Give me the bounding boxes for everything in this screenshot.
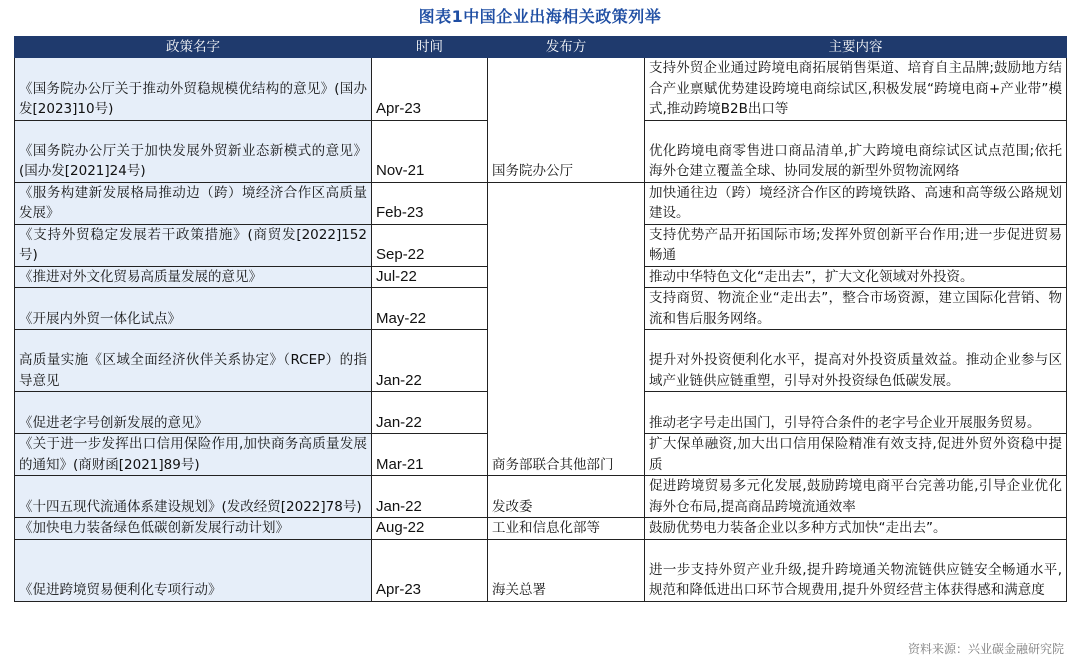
table-header-row (15, 37, 1067, 58)
policy-name: 高质量实施《区域全面经济伙伴关系协定》（RCEP）的指导意见 (15, 330, 372, 392)
policy-name: 《促进跨境贸易便利化专项行动》 (15, 539, 372, 601)
table-row (15, 518, 1067, 540)
header-time: 时间 (372, 37, 488, 58)
policy-time: Apr-23 (372, 539, 488, 601)
policy-name: 《关于进一步发挥出口信用保险作用,加快商务高质量发展的通知》(商财函[2021]89号) (15, 434, 372, 476)
figure-title: 图表1中国企业出海相关政策列举 (418, 7, 662, 26)
header-issuer: 发布方 (488, 37, 645, 58)
policy-content: 优化跨境电商零售进口商品清单,扩大跨境电商综试区试点范围;依托海外仓建立覆盖全球、协同发展的新型外贸物流网络 (645, 120, 1067, 182)
table-row (15, 476, 1067, 518)
policy-name: 《开展内外贸一体化试点》 (15, 288, 372, 330)
policy-time: Jan-22 (372, 476, 488, 518)
table-row (15, 539, 1067, 601)
policy-issuer: 海关总署 (488, 539, 645, 601)
header-content: 主要内容 (645, 37, 1067, 58)
policy-content: 推动老字号走出国门，引导符合条件的老字号企业开展服务贸易。 (645, 392, 1067, 434)
policy-time: Apr-23 (372, 58, 488, 121)
policy-name: 《推进对外文化贸易高质量发展的意见》 (15, 266, 372, 288)
policy-time: Nov-21 (372, 120, 488, 182)
policy-time: Feb-23 (372, 182, 488, 224)
source-note: 资料来源：兴业碳金融研究院 (907, 642, 1064, 656)
policy-content: 提升对外投资便利化水平，提高对外投资质量效益。推动企业参与区域产业链供应链重塑，引导对外投资绿色低碳发展。 (645, 330, 1067, 392)
policy-time: Jan-22 (372, 330, 488, 392)
policy-issuer: 工业和信息化部等 (488, 518, 645, 540)
table-row (15, 58, 1067, 121)
policy-time: May-22 (372, 288, 488, 330)
policy-content: 支持商贸、物流企业“走出去”，整合市场资源，建立国际化营销、物流和售后服务网络。 (645, 288, 1067, 330)
policy-content: 鼓励优势电力装备企业以多种方式加快“走出去”。 (645, 518, 1067, 540)
policy-issuer: 商务部联合其他部门 (488, 182, 645, 476)
policy-name: 《十四五现代流通体系建设规划》(发改经贸[2022]78号) (15, 476, 372, 518)
policy-time: Sep-22 (372, 224, 488, 266)
policy-table (14, 36, 1067, 602)
policy-time: Jul-22 (372, 266, 488, 288)
policy-name: 《国务院办公厅关于加快发展外贸新业态新模式的意见》(国办发[2021]24号) (15, 120, 372, 182)
policy-content: 支持外贸企业通过跨境电商拓展销售渠道、培育自主品牌;鼓励地方结合产业禀赋优势建设跨境电商综试区,积极发展“跨境电商+产业带”模式,推动跨境B2B出口等 (645, 58, 1067, 121)
policy-content: 进一步支持外贸产业升级,提升跨境通关物流链供应链安全畅通水平,规范和降低进出口环节合规费用,提升外贸经营主体获得感和满意度 (645, 539, 1067, 601)
policy-issuer: 发改委 (488, 476, 645, 518)
policy-content: 加快通往边（跨）境经济合作区的跨境铁路、高速和高等级公路规划建设。 (645, 182, 1067, 224)
policy-time: Aug-22 (372, 518, 488, 540)
header-policy-name: 政策名字 (15, 37, 372, 58)
policy-name: 《支持外贸稳定发展若干政策措施》(商贸发[2022]152号) (15, 224, 372, 266)
policy-time: Mar-21 (372, 434, 488, 476)
policy-name: 《国务院办公厅关于推动外贸稳规模优结构的意见》(国办发[2023]10号) (15, 58, 372, 121)
policy-content: 推动中华特色文化“走出去”，扩大文化领域对外投资。 (645, 266, 1067, 288)
policy-content: 扩大保单融资,加大出口信用保险精准有效支持,促进外贸外资稳中提质 (645, 434, 1067, 476)
policy-name: 《促进老字号创新发展的意见》 (15, 392, 372, 434)
policy-content: 促进跨境贸易多元化发展,鼓励跨境电商平台完善功能,引导企业优化海外仓布局,提高商品跨境流通效率 (645, 476, 1067, 518)
policy-issuer: 国务院办公厅 (488, 58, 645, 183)
policy-content: 支持优势产品开拓国际市场;发挥外贸创新平台作用;进一步促进贸易畅通 (645, 224, 1067, 266)
policy-time: Jan-22 (372, 392, 488, 434)
policy-name: 《服务构建新发展格局推动边（跨）境经济合作区高质量发展》 (15, 182, 372, 224)
policy-name: 《加快电力装备绿色低碳创新发展行动计划》 (15, 518, 372, 540)
table-row (15, 182, 1067, 224)
